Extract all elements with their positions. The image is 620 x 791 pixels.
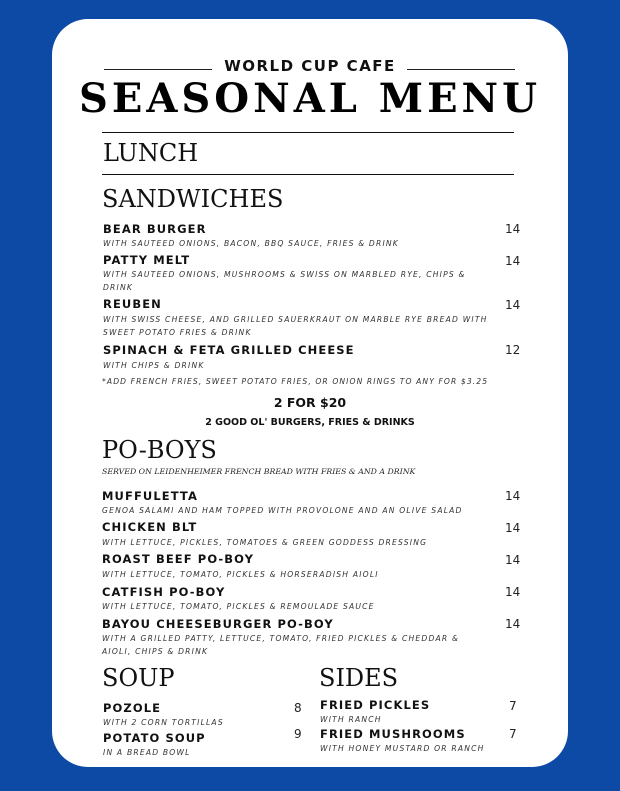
sandwich-item-price: 14 — [505, 222, 521, 236]
poboy-item-name: CATFISH PO-BOY — [102, 585, 226, 599]
poboy-item-desc: WITH A GRILLED PATTY, LETTUCE, TOMATO, FRIED PICKLES & CHEDDAR & AIOLI, CHIPS & DRINK — [102, 634, 460, 656]
sandwich-item-desc: WITH SAUTEED ONIONS, BACON, BBQ SAUCE, FRIES & DRINK — [103, 239, 399, 248]
poboy-item-desc: WITH LETTUCE, TOMATO, PICKLES & REMOULADE SAUCE — [102, 602, 375, 611]
poboy-item-price: 14 — [505, 553, 521, 567]
sandwich-item-name: PATTY MELT — [103, 253, 191, 267]
poboys-note: SERVED ON LEIDENHEIMER FRENCH BREAD WITH FRIES & AND A DRINK — [102, 467, 416, 476]
poboy-item-desc: GENOA SALAMI AND HAM TOPPED WITH PROVOLONE AND AN OLIVE SALAD — [102, 506, 463, 515]
sandwich-item-desc: WITH SAUTEED ONIONS, MUSHROOMS & SWISS ON MARBLED RYE, CHIPS & DRINK — [103, 270, 466, 292]
side-item-price: 7 — [509, 699, 517, 713]
soup-item-desc: WITH 2 CORN TORTILLAS — [103, 718, 224, 727]
sandwiches-heading: SANDWICHES — [102, 185, 284, 213]
side-item-name: FRIED MUSHROOMS — [320, 727, 466, 741]
side-item-price: 7 — [509, 727, 517, 741]
sandwich-item-name: BEAR BURGER — [103, 222, 207, 236]
promo-title: 2 FOR $20 — [273, 395, 347, 410]
addon-note: *ADD FRENCH FRIES, SWEET POTATO FRIES, OR ONION RINGS TO ANY FOR $3.25 — [102, 377, 489, 386]
sides-heading: SIDES — [319, 664, 399, 692]
poboy-item-name: MUFFULETTA — [102, 489, 198, 503]
poboy-item-price: 14 — [505, 521, 521, 535]
cafe-name: WORLD CUP CAFE — [224, 57, 396, 75]
side-item-desc: WITH RANCH — [320, 715, 382, 724]
poboy-item-name: CHICKEN BLT — [102, 520, 198, 534]
sandwich-item-price: 14 — [505, 254, 521, 268]
poboy-item-price: 14 — [505, 617, 521, 631]
soup-item-desc: IN A BREAD BOWL — [103, 748, 191, 757]
meal-rule — [102, 174, 514, 175]
sandwich-item-name: SPINACH & FETA GRILLED CHEESE — [103, 343, 355, 357]
soup-item-name: POTATO SOUP — [103, 731, 206, 745]
soup-item-price: 9 — [294, 727, 302, 741]
menu-title: SEASONAL MENU — [79, 75, 541, 122]
meal-heading: LUNCH — [103, 139, 199, 167]
promo-subtitle: 2 GOOD OL' BURGERS, FRIES & DRINKS — [205, 417, 415, 428]
sandwich-item-price: 14 — [505, 298, 521, 312]
poboy-item-name: BAYOU CHEESEBURGER PO-BOY — [102, 617, 334, 631]
soup-item-name: POZOLE — [103, 701, 162, 715]
sandwich-item-name: REUBEN — [103, 297, 162, 311]
poboy-item-name: ROAST BEEF PO-BOY — [102, 552, 255, 566]
sandwich-item-desc: WITH SWISS CHEESE, AND GRILLED SAUERKRAUT ON MARBLE RYE BREAD WITH SWEET POTATO FRIES & DRINK — [103, 315, 488, 337]
soup-item-price: 8 — [294, 701, 302, 715]
poboy-item-desc: WITH LETTUCE, PICKLES, TOMATOES & GREEN GODDESS DRESSING — [102, 538, 428, 547]
sandwich-item-desc: WITH CHIPS & DRINK — [103, 361, 205, 370]
sandwich-item-price: 12 — [505, 343, 521, 357]
side-item-desc: WITH HONEY MUSTARD OR RANCH — [320, 744, 485, 753]
poboy-item-price: 14 — [505, 489, 521, 503]
poboy-item-price: 14 — [505, 585, 521, 599]
poboy-item-desc: WITH LETTUCE, TOMATO, PICKLES & HORSERADISH AIOLI — [102, 570, 379, 579]
soup-heading: SOUP — [102, 664, 175, 692]
title-rule — [102, 132, 514, 133]
poboys-heading: PO-BOYS — [102, 436, 217, 464]
menu-card — [52, 19, 568, 767]
side-item-name: FRIED PICKLES — [320, 698, 431, 712]
